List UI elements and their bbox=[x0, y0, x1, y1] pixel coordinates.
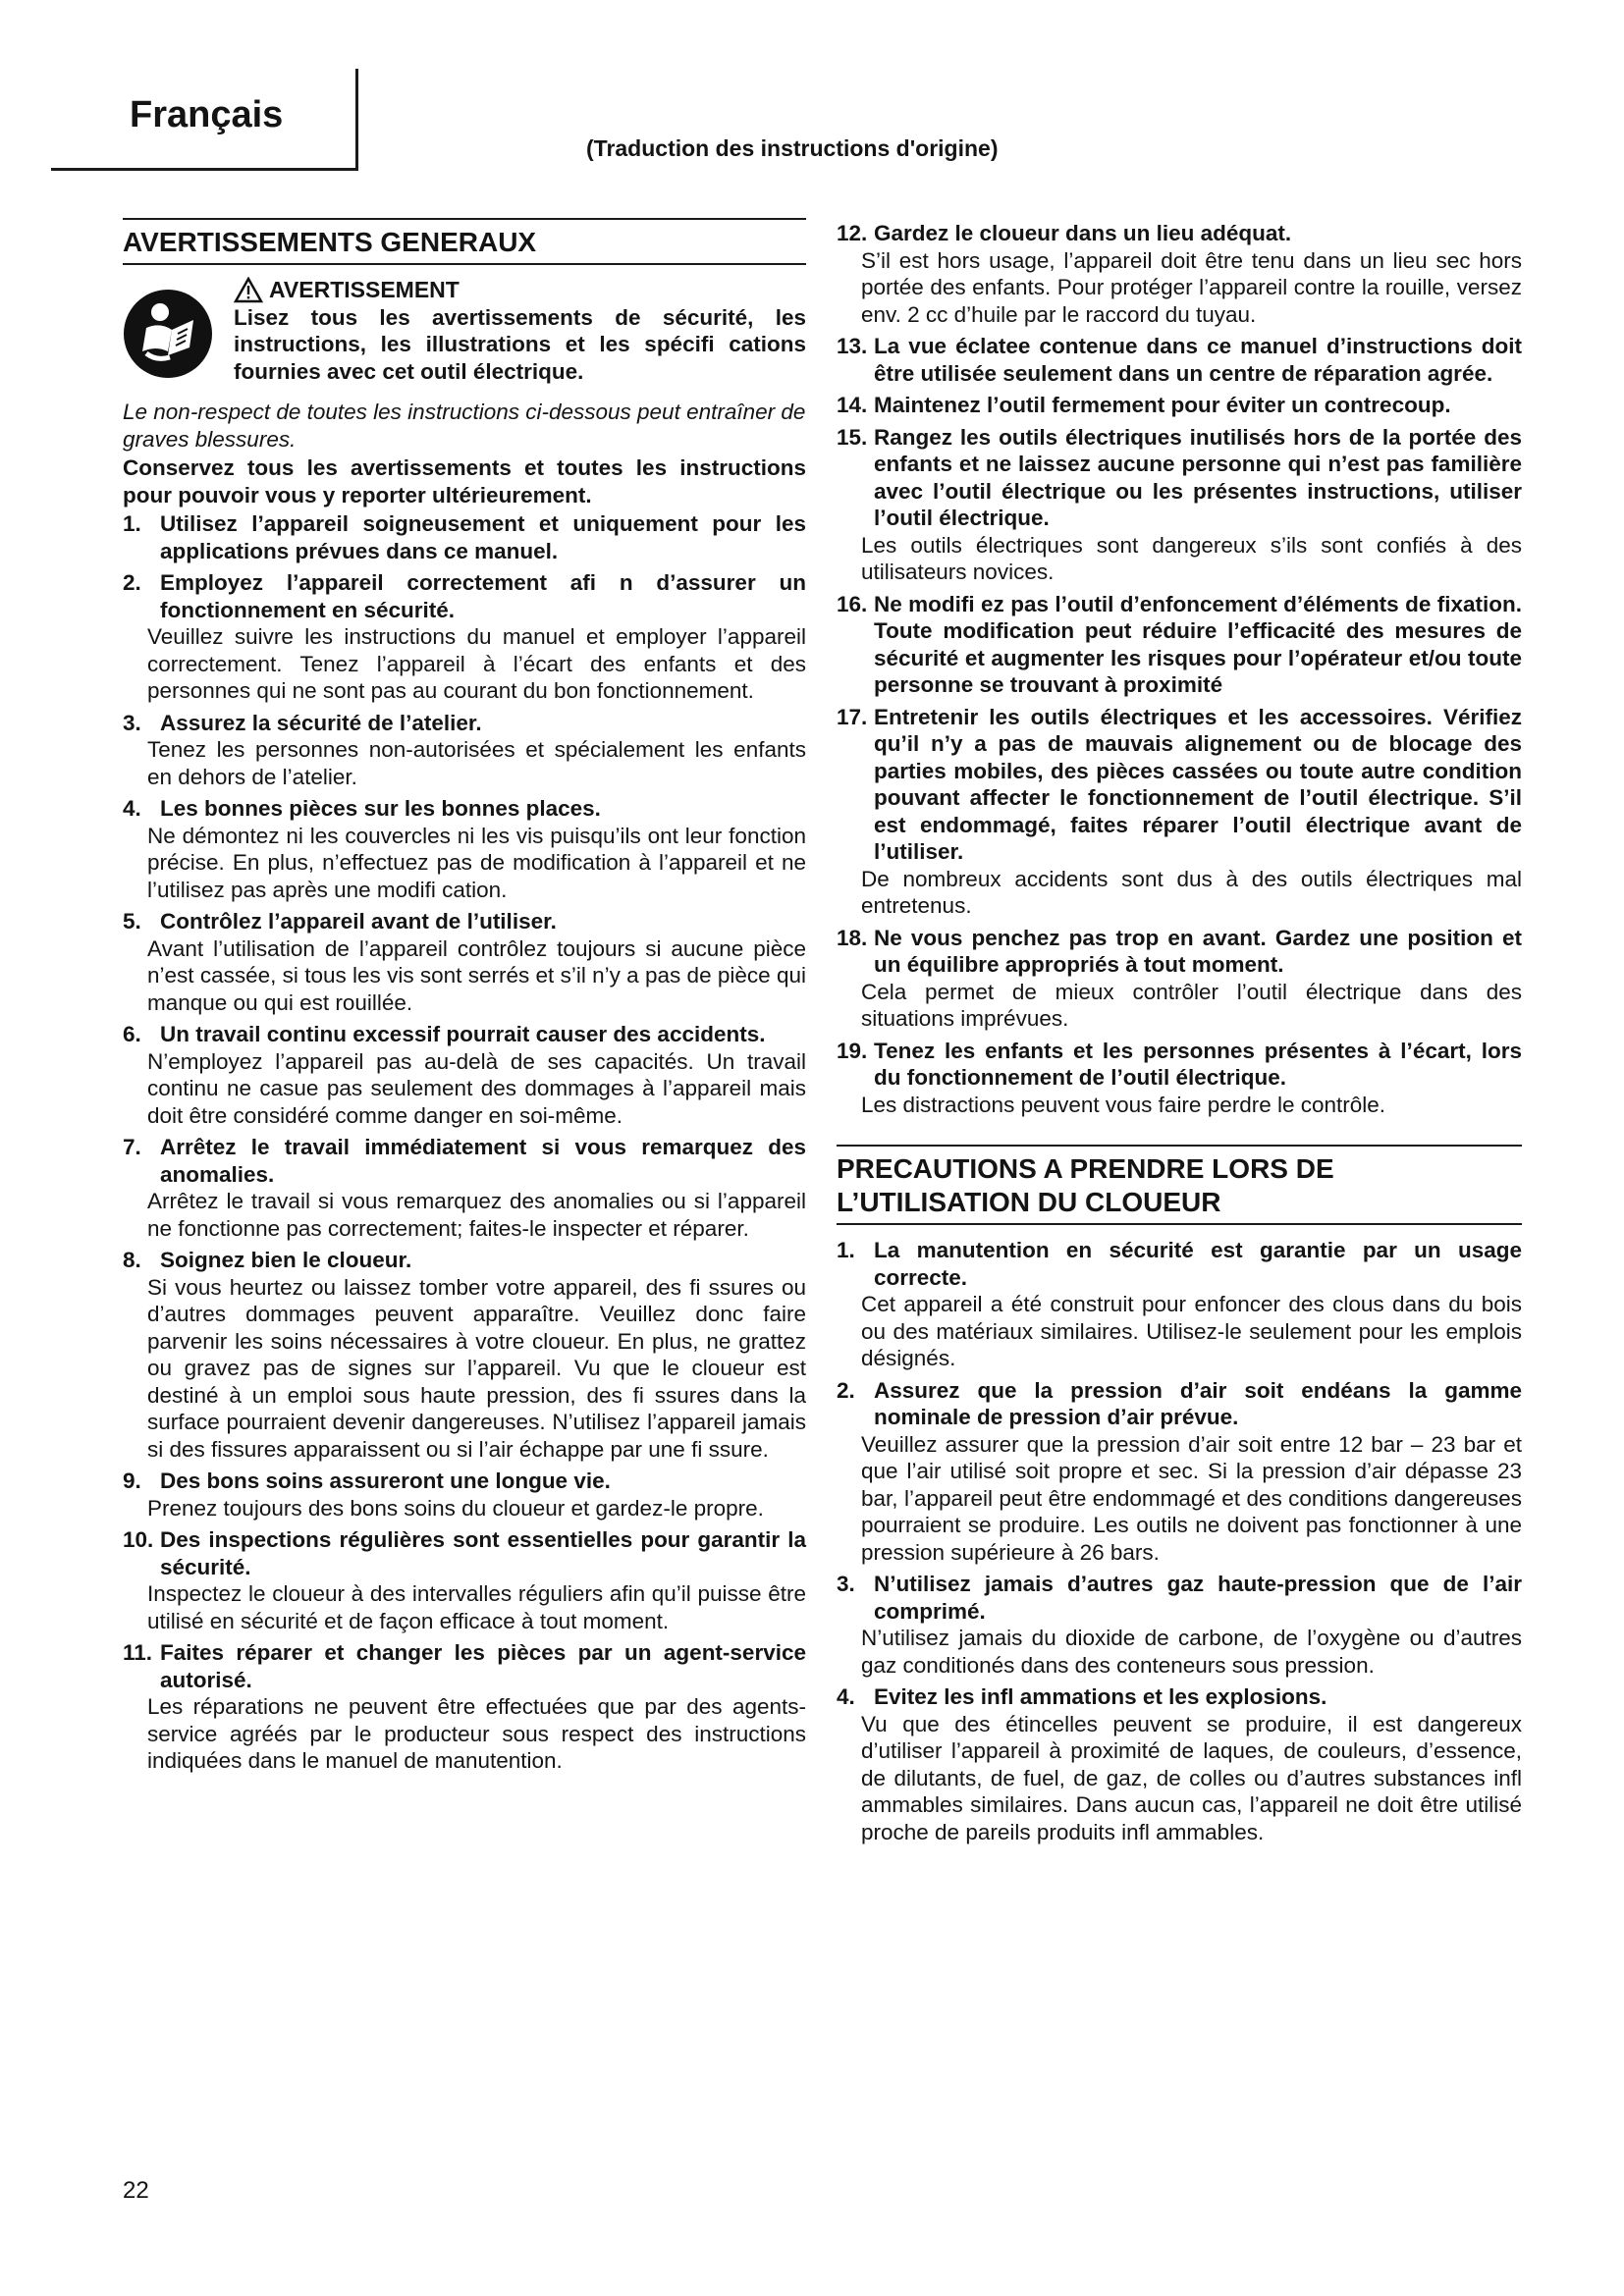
list-item bbox=[123, 1021, 806, 1129]
item-number: 14. bbox=[837, 393, 868, 417]
item-heading bbox=[837, 424, 1522, 532]
item-title: Des inspections régulières sont essentielles pour garantir la sécurité. bbox=[160, 1527, 806, 1579]
item-title: Gardez le cloueur dans un lieu adéquat. bbox=[874, 221, 1292, 245]
list-item bbox=[837, 392, 1522, 419]
item-number: 11. bbox=[123, 1640, 153, 1665]
section-title-nailer-precautions: PRECAUTIONS A PRENDRE LORS DE L’UTILISATION DU CLOUEUR bbox=[837, 1145, 1522, 1225]
item-title: Assurez que la pression d’air soit endéans la gamme nominale de pression d’air prévue. bbox=[874, 1377, 1522, 1429]
intro-italic: Le non-respect de toutes les instructions ci-dessous peut entraîner de graves blessures. bbox=[123, 400, 806, 452]
item-heading bbox=[123, 1468, 806, 1495]
item-body: N’utilisez jamais du dioxide de carbone, de l’oxygène ou d’autres gaz conditionés dans des conteneurs sous pression. bbox=[861, 1626, 1522, 1678]
item-title: Des bons soins assureront une longue vie. bbox=[160, 1468, 611, 1493]
item-title: Tenez les enfants et les personnes présentes à l’écart, lors du fonctionnement de l’outil électrique. bbox=[874, 1038, 1522, 1090]
left-column bbox=[123, 218, 806, 1780]
item-heading bbox=[837, 1683, 1522, 1711]
item-number: 1. bbox=[837, 1238, 855, 1262]
item-body: Cela permet de mieux contrôler l’outil électrique dans des situations imprévues. bbox=[861, 979, 1522, 1031]
warning-heading bbox=[234, 277, 806, 304]
item-body: Inspectez le cloueur à des intervalles réguliers afin qu’il puisse être utilisé en sécurité et de façon efficace à tout moment. bbox=[147, 1581, 806, 1633]
list-item bbox=[837, 220, 1522, 328]
item-number: 6. bbox=[123, 1022, 141, 1046]
item-number: 12. bbox=[837, 221, 868, 245]
item-heading bbox=[837, 333, 1522, 387]
list-item bbox=[837, 704, 1522, 920]
item-title: Ne modifi ez pas l’outil d’enfoncement d’éléments de fixation. Toute modification peut réduire l’efficacité des mesures de sécurité et augmenter les risques pour l’opérateur et/ou toute personne se trouvant à proximité bbox=[874, 591, 1522, 697]
item-body: Avant l’utilisation de l’appareil contrôlez toujours si aucune pièce n’est cassée, si tous les vis sont serrés et s’il n’y a pas de pièce qui manque ou qui est rouillée. bbox=[147, 935, 806, 1015]
item-heading bbox=[123, 795, 806, 823]
item-title: Contrôlez l’appareil avant de l’utiliser. bbox=[160, 909, 557, 934]
item-body: De nombreux accidents sont dus à des outils électriques mal entretenus. bbox=[861, 866, 1522, 918]
item-number: 1. bbox=[123, 511, 141, 536]
warning-label: AVERTISSEMENT bbox=[269, 277, 460, 302]
item-number: 3. bbox=[837, 1572, 855, 1596]
item-number: 7. bbox=[123, 1135, 141, 1159]
item-title: Les bonnes pièces sur les bonnes places. bbox=[160, 796, 601, 821]
item-heading bbox=[123, 1021, 806, 1048]
precaution-item-list bbox=[837, 1237, 1522, 1845]
item-title: Ne vous penchez pas trop en avant. Gardez une position et un équilibre appropriés à tout moment. bbox=[874, 925, 1522, 977]
item-title: La manutention en sécurité est garantie par un usage correcte. bbox=[874, 1238, 1522, 1290]
item-number: 13. bbox=[837, 334, 868, 358]
list-item bbox=[837, 591, 1522, 699]
item-number: 16. bbox=[837, 591, 868, 616]
item-number: 10. bbox=[123, 1527, 154, 1552]
item-heading bbox=[123, 1639, 806, 1693]
list-item bbox=[123, 908, 806, 1016]
list-item bbox=[123, 510, 806, 564]
language-title: Français bbox=[130, 94, 284, 135]
item-title: La vue éclatee contenue dans ce manuel d’instructions doit être utilisée seulement dans un centre de réparation agrée. bbox=[874, 334, 1522, 386]
item-heading bbox=[837, 392, 1522, 419]
item-body: Ne démontez ni les couvercles ni les vis puisqu’ils ont leur fonction précise. En plus, n’effectuez pas de modification à l’appareil et ne l’utilisez pas après une modifi cation. bbox=[147, 823, 806, 902]
item-title: Utilisez l’appareil soigneusement et uniquement pour les applications prévues dans ce manuel. bbox=[160, 511, 806, 563]
item-title: Faites réparer et changer les pièces par un agent-service autorisé. bbox=[160, 1640, 806, 1692]
item-heading bbox=[837, 1237, 1522, 1291]
item-body: Arrêtez le travail si vous remarquez des anomalies ou si l’appareil ne fonctionne pas correctement; faites-le inspecter et réparer. bbox=[147, 1189, 806, 1241]
item-title: Evitez les infl ammations et les explosions. bbox=[874, 1684, 1327, 1709]
item-heading bbox=[837, 220, 1522, 247]
item-heading bbox=[837, 591, 1522, 699]
item-body: Si vous heurtez ou laissez tomber votre appareil, des fi ssures ou d’autres dommages peuvent apparaître. Veuillez donc faire parvenir les soins nécessaires à votre cloueur. En plus, ne grattez ou gravez pas de signes sur l’appareil. Vu que le cloueur est destiné à un emploi sous haute pression, des fi ssures dans la surface pourraient devenir dangereuses. N’utilisez l’appareil jamais si des fissures apparaissent ou si l’air échappe par une fi ssure. bbox=[147, 1274, 806, 1462]
item-number: 2. bbox=[837, 1377, 855, 1403]
item-title: N’utilisez jamais d’autres gaz haute-pression que de l’air comprimé. bbox=[874, 1572, 1522, 1624]
item-body: Veuillez suivre les instructions du manuel et employer l’appareil correctement. Tenez l’appareil à l’écart des enfants et des personnes qui ne sont pas au courant du bon fonctionnement. bbox=[147, 624, 806, 703]
list-item bbox=[123, 1526, 806, 1634]
item-number: 18. bbox=[837, 925, 868, 950]
item-body: Les réparations ne peuvent être effectuées que par des agents-service agréés par le producteur sous respect des instructions indiquées dans le manuel de manutention. bbox=[147, 1694, 806, 1773]
item-heading bbox=[837, 1571, 1522, 1625]
item-title: Entretenir les outils électriques et les accessoires. Vérifiez qu’il n’y a pas de mauvais alignement ou de blocage des parties mobiles, des pièces cassées ou toute autre condition pouvant affecter le fonctionnement de l’outil électrique. S’il est endommagé, faites réparer l’outil électrique avant de l’utiliser. bbox=[874, 704, 1522, 864]
list-item bbox=[837, 1038, 1522, 1119]
list-item bbox=[837, 1377, 1522, 1567]
list-item bbox=[123, 710, 806, 791]
item-number: 8. bbox=[123, 1248, 141, 1272]
item-number: 5. bbox=[123, 909, 141, 934]
list-item bbox=[123, 569, 806, 705]
list-item bbox=[123, 795, 806, 903]
item-body: Les distractions peuvent vous faire perdre le contrôle. bbox=[861, 1092, 1386, 1117]
item-title: Assurez la sécurité de l’atelier. bbox=[160, 710, 482, 735]
item-number: 3. bbox=[123, 710, 141, 735]
warning-block bbox=[123, 277, 806, 395]
item-heading bbox=[123, 710, 806, 737]
page-number: 22 bbox=[123, 2177, 149, 2204]
item-number: 19. bbox=[837, 1038, 868, 1063]
item-number: 15. bbox=[837, 424, 868, 450]
item-body: Vu que des étincelles peuvent se produire, il est dangereux d’utiliser l’appareil à proximité de laques, de couleurs, d’essence, de dilutants, de fuel, de gaz, de colles ou d’autres substances infl ammables similaires. Dans aucun cas, l’appareil ne doit être utilisé proche de pareils produits infl ammables. bbox=[861, 1711, 1522, 1844]
item-heading bbox=[123, 1134, 806, 1188]
list-item bbox=[837, 424, 1522, 586]
item-heading bbox=[123, 1247, 806, 1274]
item-number: 4. bbox=[123, 796, 141, 821]
list-item bbox=[837, 925, 1522, 1033]
item-title: Maintenez l’outil fermement pour éviter un contrecoup. bbox=[874, 393, 1451, 417]
item-body: Les outils électriques sont dangereux s’ils sont confiés à des utilisateurs novices. bbox=[861, 532, 1522, 584]
item-title: Employez l’appareil correctement afi n d’assurer un fonctionnement en sécurité. bbox=[160, 570, 806, 622]
item-body: Prenez toujours des bons soins du cloueur et gardez-le propre. bbox=[147, 1495, 764, 1521]
read-manual-icon bbox=[123, 289, 213, 379]
item-heading bbox=[123, 908, 806, 935]
item-title: Rangez les outils électriques inutilisés hors de la portée des enfants et ne laissez aucune personne qui n’est pas familière avec l’outil électrique ou les présentes instructions, utiliser l’outil électrique. bbox=[874, 424, 1522, 530]
list-item bbox=[837, 1237, 1522, 1372]
left-item-list bbox=[123, 510, 806, 1775]
intro-bold: Conservez tous les avertissements et toutes les instructions pour pouvoir vous y reporter ultérieurement. bbox=[123, 455, 806, 507]
list-item bbox=[123, 1134, 806, 1242]
item-title: Soignez bien le cloueur. bbox=[160, 1248, 412, 1272]
warning-text: Lisez tous les avertissements de sécurité, les instructions, les illustrations et les spécifi cations fournies avec cet outil électrique. bbox=[234, 304, 806, 384]
translation-subtitle: (Traduction des instructions d'origine) bbox=[586, 135, 999, 161]
item-body: N’employez l’appareil pas au-delà de ses capacités. Un travail continu ne casue pas seulement des dommages à l’appareil mais doit être considéré comme danger en soi-même. bbox=[147, 1048, 806, 1128]
item-number: 17. bbox=[837, 704, 868, 729]
item-number: 9. bbox=[123, 1468, 141, 1493]
item-heading bbox=[837, 704, 1522, 866]
item-body: Veuillez assurer que la pression d’air soit entre 12 bar – 23 bar et que l’air utilisé soit propre et sec. Si la pression d’air dépasse 23 bar, l’appareil peut être endommagé et des conditions dangereuses pourraient se produire. Les outils ne doivent pas fonctionner à une pression supérieure à 26 bars. bbox=[861, 1431, 1522, 1565]
item-heading bbox=[123, 569, 806, 623]
item-body: Cet appareil a été construit pour enfoncer des clous dans du bois ou des matériaux similaires. Utilisez-le seulement pour les emplois désignés. bbox=[861, 1292, 1522, 1370]
list-item bbox=[123, 1468, 806, 1522]
right-item-list bbox=[837, 220, 1522, 1118]
item-number: 2. bbox=[123, 570, 141, 595]
item-heading bbox=[837, 925, 1522, 979]
item-heading bbox=[123, 510, 806, 564]
list-item bbox=[837, 333, 1522, 387]
list-item bbox=[123, 1247, 806, 1463]
item-heading bbox=[123, 1526, 806, 1580]
item-body: Tenez les personnes non-autorisées et spécialement les enfants en dehors de l’atelier. bbox=[147, 737, 806, 789]
item-title: Arrêtez le travail immédiatement si vous remarquez des anomalies. bbox=[160, 1135, 806, 1187]
item-title: Un travail continu excessif pourrait causer des accidents. bbox=[160, 1022, 766, 1046]
right-column bbox=[837, 218, 1522, 1850]
item-number: 4. bbox=[837, 1684, 855, 1709]
item-heading bbox=[837, 1377, 1522, 1431]
warning-triangle-icon bbox=[234, 277, 263, 303]
list-item bbox=[123, 1639, 806, 1775]
section-title-general-warnings: AVERTISSEMENTS GENERAUX bbox=[123, 218, 806, 265]
list-item bbox=[837, 1571, 1522, 1679]
list-item bbox=[837, 1683, 1522, 1845]
item-heading bbox=[837, 1038, 1522, 1092]
item-body: S’il est hors usage, l’appareil doit être tenu dans un lieu sec hors portée des enfants. Pour protéger l’appareil contre la rouille, versez env. 2 cc d’huile par le raccord du tuyau. bbox=[861, 247, 1522, 327]
